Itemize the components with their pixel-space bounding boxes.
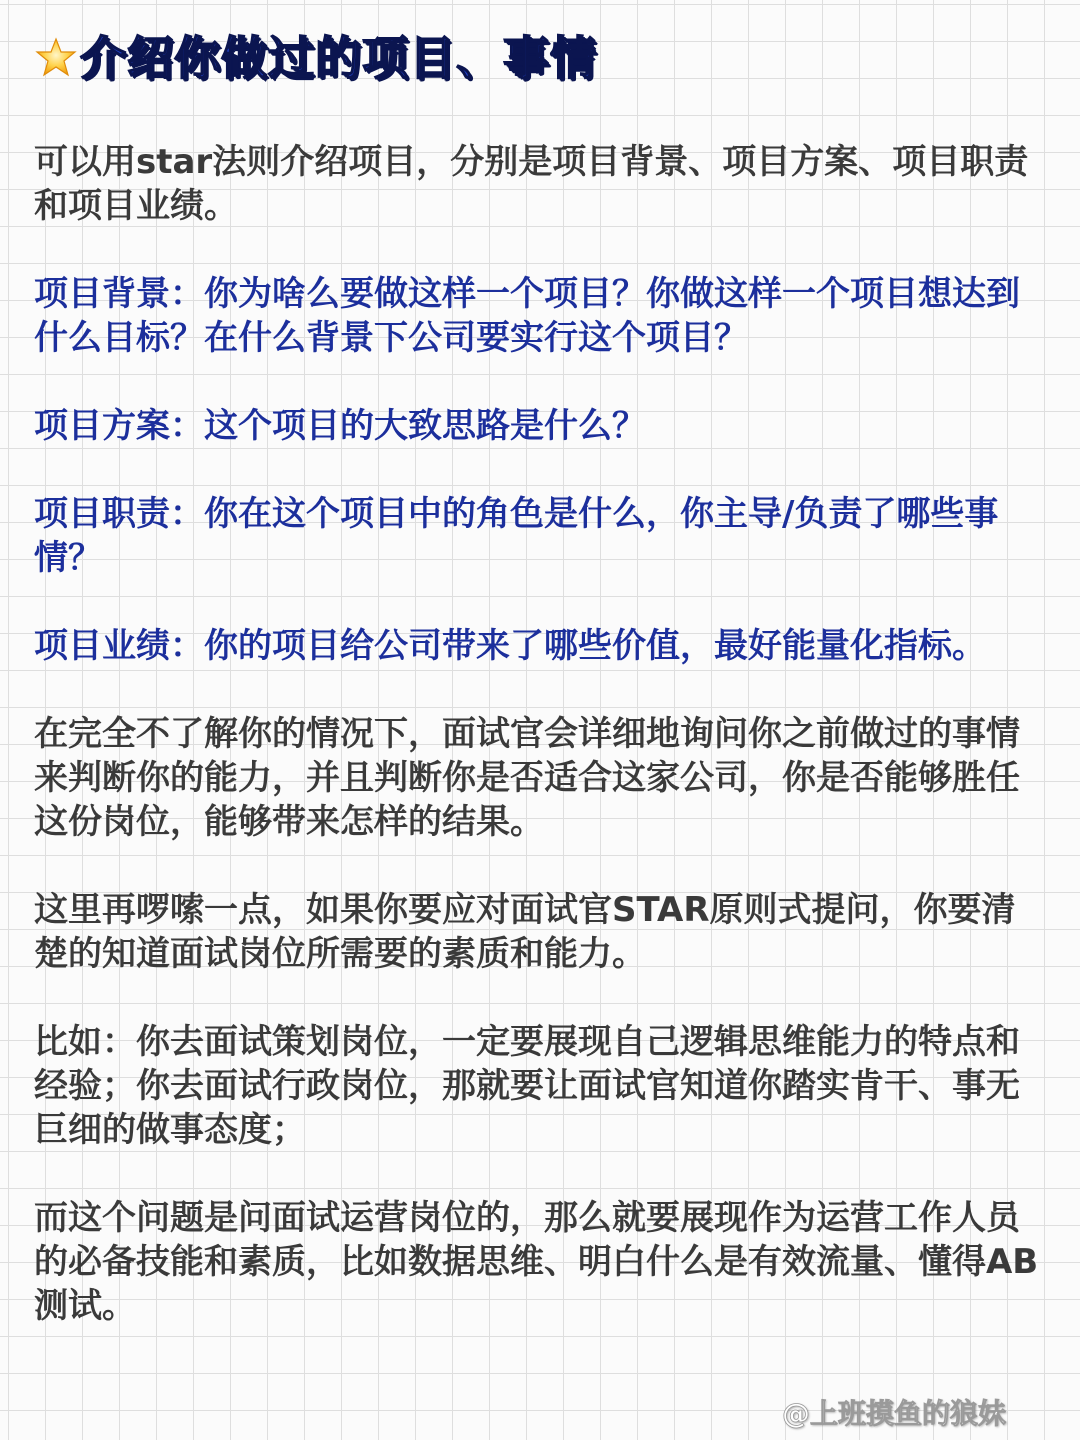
author-watermark: @上班摸鱼的狼妹 <box>781 1397 1006 1430</box>
paragraph-project-plan: 项目方案：这个项目的大致思路是什么？ <box>34 406 646 446</box>
paragraph-project-results: 项目业绩：你的项目给公司带来了哪些价值，最好能量化指标。 <box>34 626 986 666</box>
paragraph-star-tip: 这里再啰嗦一点，如果你要应对面试官STAR原则式提问，你要清楚的知道面试岗位所需要的素质和能力。 <box>34 890 1016 974</box>
paragraph-project-role: 项目职责：你在这个项目中的角色是什么，你主导/负责了哪些事情？ <box>34 494 999 578</box>
star-icon <box>34 36 78 80</box>
paragraph-examples: 比如：你去面试策划岗位，一定要展现自己逻辑思维能力的特点和经验；你去面试行政岗位，那就要让面试官知道你踏实肯干、事无巨细的做事态度； <box>34 1022 1020 1150</box>
title-row <box>34 24 1046 92</box>
paragraph-operations-role: 而这个问题是问面试运营岗位的，那么就要展现作为运营工作人员的必备技能和素质，比如数据思维、明白什么是有效流量、懂得AB测试。 <box>34 1198 1039 1326</box>
paragraph-project-background: 项目背景：你为啥么要做这样一个项目？你做这样一个项目想达到什么目标？在什么背景下公司要实行这个项目？ <box>34 274 1020 358</box>
paragraph-interviewer-purpose: 在完全不了解你的情况下，面试官会详细地询问你之前做过的事情来判断你的能力，并且判断你是否适合这家公司，你是否能够胜任这份岗位，能够带来怎样的结果。 <box>34 714 1020 842</box>
article <box>34 24 1046 1328</box>
page-title: 介绍你做过的项目、事情 <box>80 31 597 85</box>
paragraph-intro: 可以用star法则介绍项目，分别是项目背景、项目方案、项目职责和项目业绩。 <box>34 142 1029 226</box>
